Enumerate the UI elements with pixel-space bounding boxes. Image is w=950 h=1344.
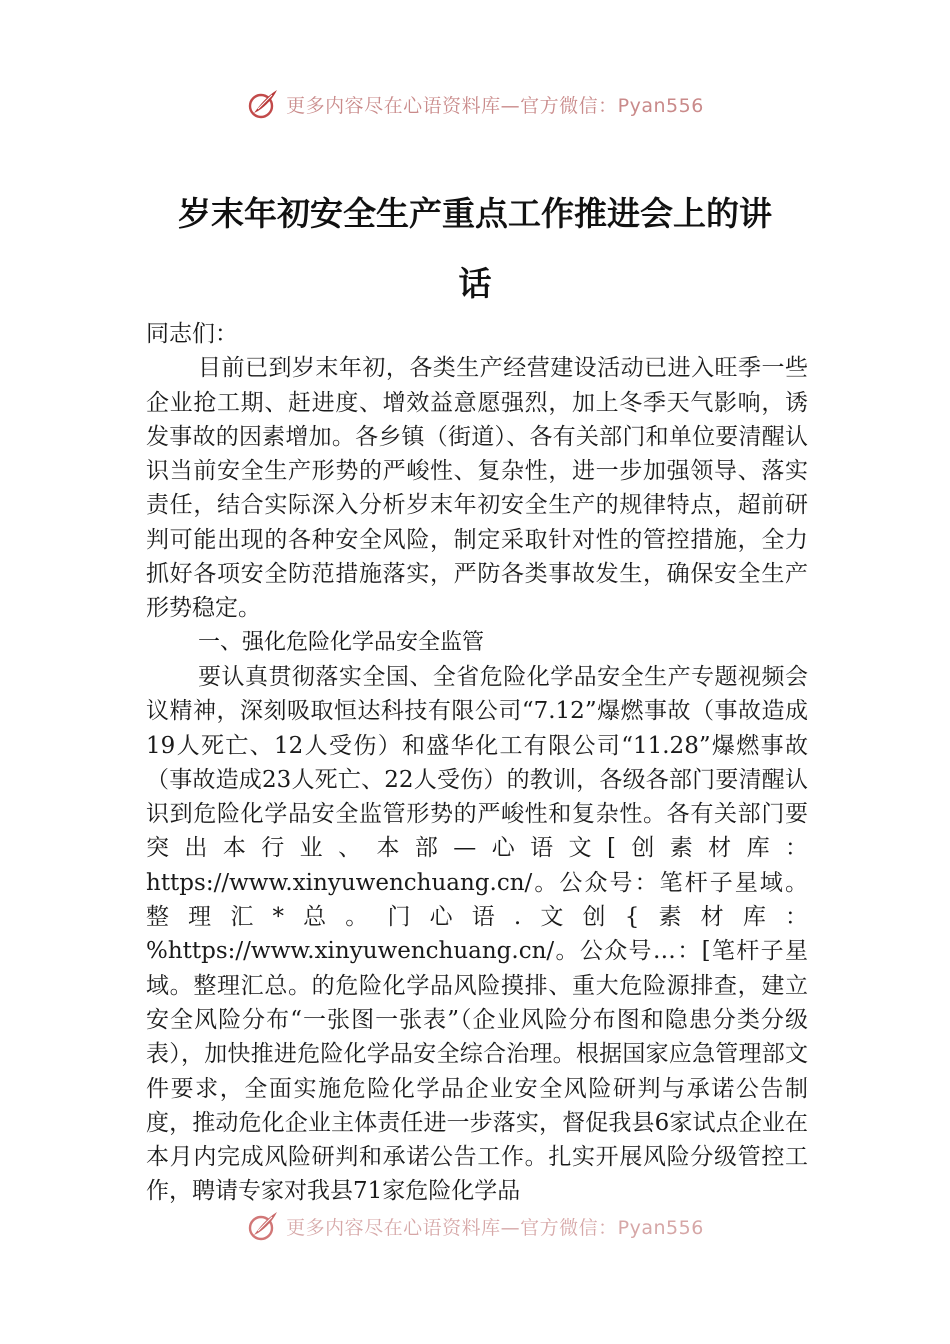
salutation: 同志们： (146, 321, 238, 347)
document-title-line1: 岁末年初安全生产重点工作推进会上的讲 (178, 194, 772, 233)
quill-circle-logo-icon (246, 1209, 280, 1243)
paragraph-section-1: 要认真贯彻落实全国、全省危险化学品安全生产专题视频会议精神，深刻吸取恒达科技有限公司“7.12”爆燃事故（事故造成19人死亡、12人受伤）和盛华化工有限公司“11.28”爆燃事故（事故造成23人死亡、22人受伤）的教训，各级各部门要清醒认识到危险化学品安全监管形势的严峻性和复杂性。各有关部门要突出本行业、本部—心语文[创素材库：https://www.xinyuwenchuang.cn/。公众号：笔杆子星域。整理汇*总。门心语.文创{素材库：%https://www.xinyuwenchuang.cn/。公众号…：[笔杆子星域。整理汇总。的危险化学品风险摸排、重大危险源排查，建立安全风险分布“一张图一张表”（企业风险分布图和隐患分类分级表），加快推进危险化学品安全综合治理。根据国家应急管理部文件要求，全面实施危险化学品企业安全风险研判与承诺公告制度，推动危化企业主体责任进一步落实，督促我县6家试点企业在本月内完成风险研判和承诺公告工作。扎实开展风险分级管控工作，聘请专家对我县71家危险化学品 (146, 663, 808, 1205)
watermark-text: 更多内容尽在心语资料库—官方微信：Pyan556 (286, 1216, 704, 1239)
quill-circle-logo-icon (246, 87, 280, 121)
document-body (146, 317, 808, 1209)
watermark-footer (0, 1206, 950, 1246)
watermark-text: 更多内容尽在心语资料库—官方微信：Pyan556 (286, 94, 704, 117)
section-heading-1: 一、强化危险化学品安全监管 (198, 629, 485, 655)
paragraph-intro: 目前已到岁末年初，各类生产经营建设活动已进入旺季一些企业抢工期、赶进度、增效益意愿强烈，加上冬季天气影响，诱发事故的因素增加。各乡镇（街道）、各有关部门和单位要清醒认识当前安全生产形势的严峻性、复杂性，进一步加强领导、落实责任，结合实际深入分析岁末年初安全生产的规律特点，超前研判可能出现的各种安全风险，制定采取针对性的管控措施，全力抓好各项安全防范措施落实，严防各类事故发生，确保安全生产形势稳定。 (146, 355, 808, 622)
watermark-header (0, 84, 950, 124)
document-title-line2: 话 (458, 264, 492, 303)
